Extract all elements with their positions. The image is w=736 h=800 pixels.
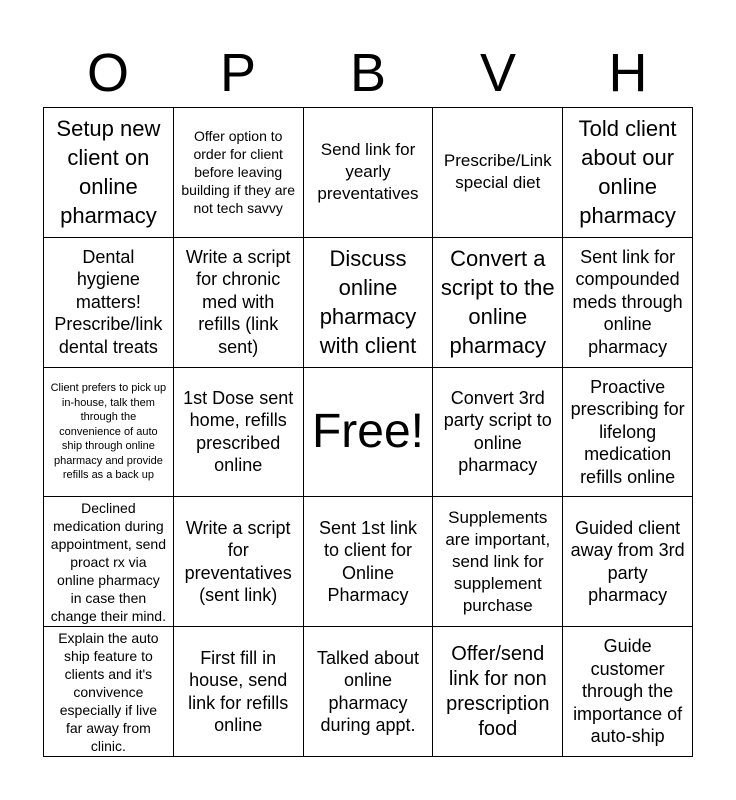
- bingo-cell-r1c3[interactable]: [304, 108, 434, 238]
- header-letter-o: O: [86, 43, 129, 103]
- bingo-cell-r4c5[interactable]: [563, 497, 693, 627]
- bingo-board: [43, 107, 693, 757]
- cell-text: Supplements are important, send link for supplement purchase: [445, 507, 551, 615]
- bingo-cell-r5c4[interactable]: [433, 627, 563, 757]
- cell-text: Convert 3rd party script to online pharmacy: [443, 387, 552, 476]
- bingo-cell-r4c4[interactable]: [433, 497, 563, 627]
- bingo-cell-r3c1[interactable]: [44, 368, 174, 498]
- cell-text: Discuss online pharmacy with client: [319, 246, 417, 359]
- cell-text: Declined medication during appointment, send proact rx via online pharmacy in case then change their mind.: [50, 499, 166, 624]
- cell-text: Offer option to order for client before leaving building if they are not tech savvy: [181, 128, 296, 217]
- bingo-cell-r4c2[interactable]: [174, 497, 304, 627]
- header-letter-v: V: [479, 43, 517, 103]
- cell-text: Write a script for chronic med with refills (link sent): [185, 246, 291, 357]
- cell-text: Sent 1st link to client for Online Pharmacy: [318, 517, 418, 606]
- cell-text: Guided client away from 3rd party pharmacy: [570, 517, 685, 606]
- bingo-cell-r5c5[interactable]: [563, 627, 693, 757]
- bingo-cell-r1c5[interactable]: [563, 108, 693, 238]
- cell-text: Setup new client on online pharmacy: [56, 116, 161, 229]
- bingo-cell-r2c3[interactable]: [304, 238, 434, 368]
- cell-text: Convert a script to the online pharmacy: [440, 246, 555, 359]
- bingo-cell-r2c1[interactable]: [44, 238, 174, 368]
- header-letter-h: H: [608, 43, 648, 103]
- cell-text: Prescribe/Link special diet: [443, 151, 552, 193]
- bingo-cell-free[interactable]: [304, 368, 434, 498]
- header-letter-b: B: [349, 43, 387, 103]
- cell-text: 1st Dose sent home, refills prescribed online: [183, 387, 294, 476]
- cell-text: First fill in house, send link for refills online: [188, 647, 289, 736]
- bingo-cell-r4c1[interactable]: [44, 497, 174, 627]
- cell-text: Explain the auto ship feature to clients and it's convivence especially if live far away from clinic.: [58, 629, 159, 754]
- cell-text: Sent link for compounded meds through online pharmacy: [572, 246, 683, 357]
- free-space-label: Free!: [311, 404, 424, 458]
- bingo-cell-r2c4[interactable]: [433, 238, 563, 368]
- bingo-cell-r4c3[interactable]: [304, 497, 434, 627]
- cell-text: Client prefers to pick up in-house, talk them through the convenience of auto ship through online pharmacy and provide refills as a back up: [50, 382, 167, 482]
- bingo-cell-r3c5[interactable]: [563, 368, 693, 498]
- bingo-header: [43, 38, 693, 108]
- bingo-cell-r5c3[interactable]: [304, 627, 434, 757]
- cell-text: Guide customer through the importance of auto-ship: [573, 636, 683, 747]
- cell-text: Proactive prescribing for lifelong medication refills online: [570, 376, 685, 487]
- bingo-cell-r1c2[interactable]: [174, 108, 304, 238]
- cell-text: Talked about online pharmacy during appt.: [316, 647, 420, 736]
- bingo-cell-r1c4[interactable]: [433, 108, 563, 238]
- bingo-cell-r1c1[interactable]: [44, 108, 174, 238]
- header-letter-p: P: [219, 43, 257, 103]
- cell-text: Told client about our online pharmacy: [578, 116, 677, 229]
- cell-text: Send link for yearly preventatives: [317, 140, 419, 204]
- bingo-cell-r3c2[interactable]: [174, 368, 304, 498]
- cell-text: Offer/send link for non prescription food: [446, 642, 550, 740]
- bingo-cell-r3c4[interactable]: [433, 368, 563, 498]
- cell-text: Write a script for preventatives (sent link): [184, 517, 292, 606]
- bingo-cell-r2c2[interactable]: [174, 238, 304, 368]
- bingo-cell-r2c5[interactable]: [563, 238, 693, 368]
- bingo-cell-r5c2[interactable]: [174, 627, 304, 757]
- bingo-cell-r5c1[interactable]: [44, 627, 174, 757]
- cell-text: Dental hygiene matters! Prescribe/link dental treats: [54, 246, 163, 357]
